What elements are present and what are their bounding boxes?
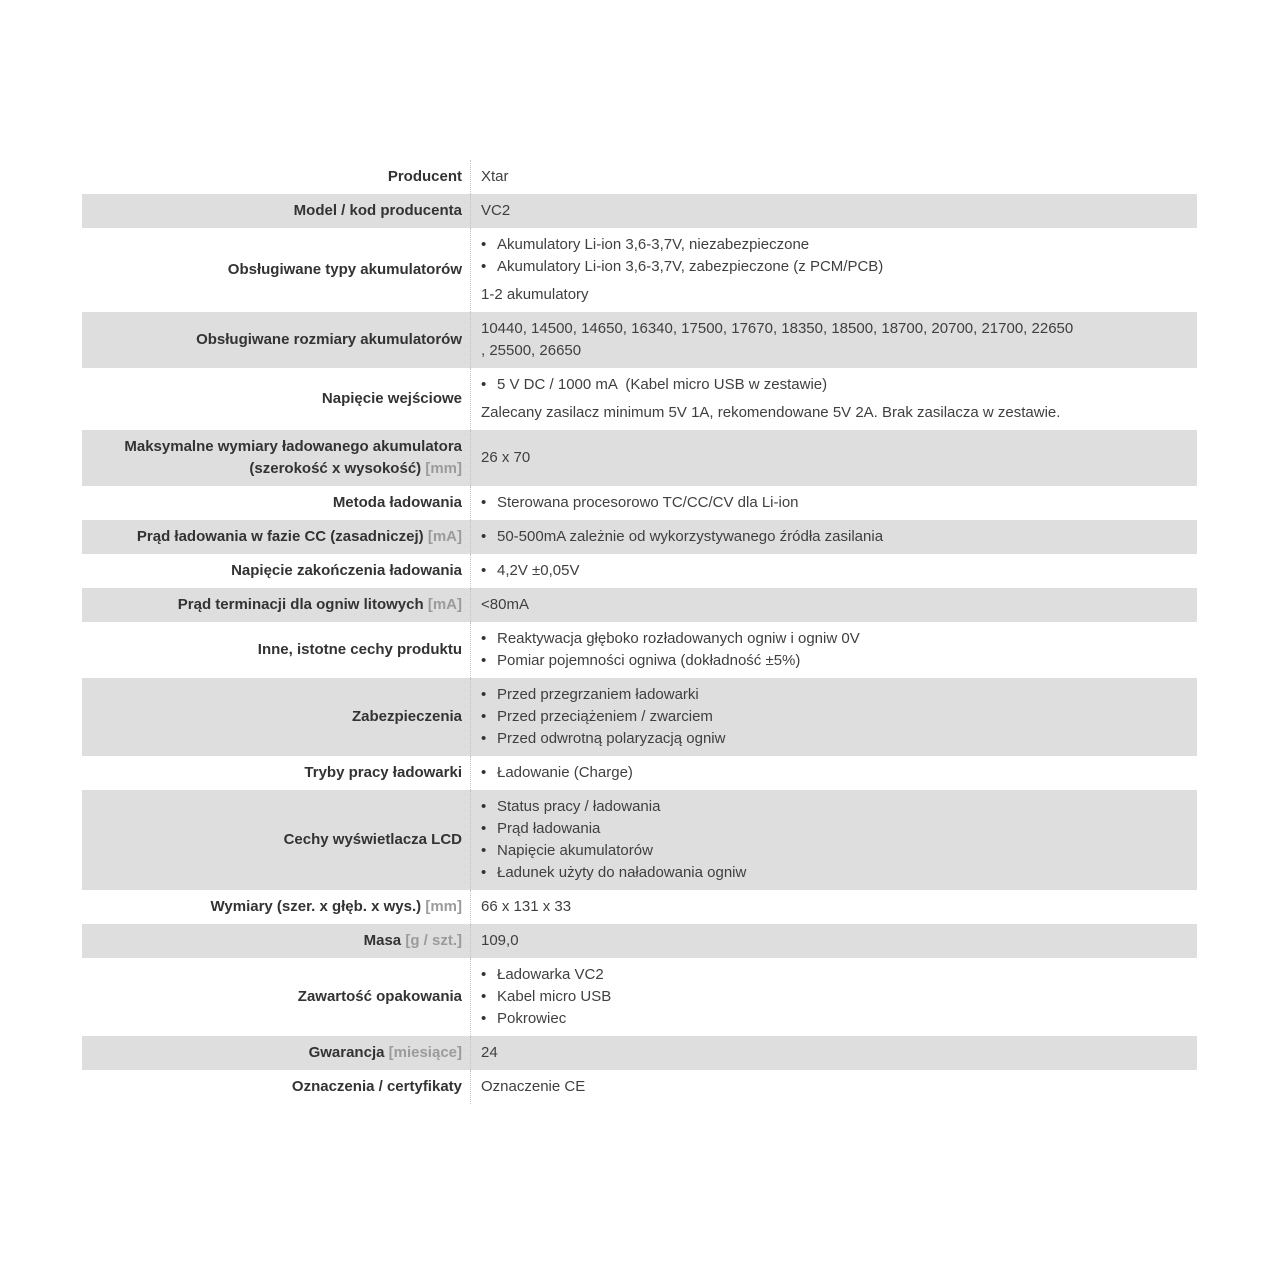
- value-bullet-item: [481, 762, 1187, 784]
- row-label: [82, 890, 470, 924]
- value-bullet-item: [481, 706, 1187, 728]
- row-label-line: [82, 896, 462, 918]
- row-label: [82, 430, 470, 486]
- value-text-line: [481, 284, 1187, 306]
- label-text: Model / kod producenta: [293, 202, 462, 219]
- value-bullet-item: [481, 818, 1187, 840]
- spec-row-napiecie-zakonczenia-ladowania: [82, 554, 1197, 588]
- value-text: Akumulatory Li-ion 3,6-3,7V, niezabezpieczone: [497, 236, 810, 253]
- value-text: Napięcie akumulatorów: [497, 842, 653, 859]
- spec-row-cechy-wyswietlacza-lcd: [82, 790, 1197, 890]
- row-label: [82, 756, 470, 790]
- row-label: [82, 160, 470, 194]
- row-value: [470, 924, 1197, 958]
- value-text: Oznaczenie CE: [481, 1078, 586, 1095]
- value-text: 24: [481, 1044, 498, 1061]
- value-text: Pokrowiec: [497, 1010, 567, 1027]
- row-label-line: [82, 829, 462, 851]
- row-label: [82, 312, 470, 368]
- row-value: [470, 1036, 1197, 1070]
- label-text: Metoda ładowania: [332, 494, 462, 511]
- spec-row-prad-ladowania-w-fazie-cc: [82, 520, 1197, 554]
- bullet-icon: •: [481, 988, 487, 1005]
- value-text: 109,0: [481, 932, 519, 949]
- spec-row-metoda-ladowania: [82, 486, 1197, 520]
- row-label: [82, 368, 470, 430]
- value-bullet-item: [481, 964, 1187, 986]
- value-bullet-item: [481, 526, 1187, 548]
- value-bullet-item: [481, 560, 1187, 582]
- row-label: [82, 1036, 470, 1070]
- row-label-line: [82, 436, 462, 458]
- bullet-icon: •: [481, 820, 487, 837]
- value-text: , 25500, 26650: [481, 342, 582, 359]
- row-label-line: [82, 1042, 462, 1064]
- value-text-line: [481, 318, 1187, 340]
- row-value: [470, 520, 1197, 554]
- value-bullet-item: [481, 256, 1187, 278]
- row-label-line: [82, 526, 462, 548]
- value-text: Prąd ładowania: [497, 820, 601, 837]
- bullet-icon: •: [481, 1010, 487, 1027]
- value-text: 4,2V ±0,05V: [497, 562, 580, 579]
- bullet-icon: •: [481, 494, 487, 511]
- spec-row-maksymalne-wymiary-ladowanego-akumulatora: [82, 430, 1197, 486]
- value-text: Xtar: [481, 168, 509, 185]
- value-text: 1-2 akumulatory: [481, 286, 589, 303]
- value-bullet-item: [481, 986, 1187, 1008]
- label-unit-text: [mA]: [427, 596, 462, 613]
- row-label-line: [82, 329, 462, 351]
- value-text: Przed przeciążeniem / zwarciem: [497, 708, 713, 725]
- row-value: [470, 678, 1197, 756]
- row-label-line: [82, 200, 462, 222]
- row-value: [470, 622, 1197, 678]
- label-text: Tryby pracy ładowarki: [304, 764, 462, 781]
- value-text: 10440, 14500, 14650, 16340, 17500, 17670, 18350, 18500, 18700, 20700, 21700, 22650: [481, 320, 1074, 337]
- value-text: Pomiar pojemności ogniwa (dokładność ±5%): [497, 652, 801, 669]
- spec-row-model-kod-producenta: [82, 194, 1197, 228]
- row-label: [82, 194, 470, 228]
- row-value: [470, 228, 1197, 312]
- value-text: 5 V DC / 1000 mA (Kabel micro USB w zestawie): [497, 376, 828, 393]
- bullet-icon: •: [481, 376, 487, 393]
- row-label-line: [82, 458, 462, 480]
- value-text: Status pracy / ładowania: [497, 798, 661, 815]
- row-label-line: [82, 492, 462, 514]
- spec-row-gwarancja: [82, 1036, 1197, 1070]
- row-label-line: [82, 986, 462, 1008]
- value-text: Sterowana procesorowo TC/CC/CV dla Li-ion: [497, 494, 799, 511]
- label-text: Oznaczenia / certyfikaty: [291, 1078, 462, 1095]
- value-text: 50-500mA zależnie od wykorzystywanego źródła zasilania: [497, 528, 884, 545]
- value-text: Kabel micro USB: [497, 988, 612, 1005]
- label-text: Obsługiwane typy akumulatorów: [227, 261, 462, 278]
- row-label-line: [82, 259, 462, 281]
- label-unit-text: [mm]: [425, 898, 462, 915]
- row-value: [470, 890, 1197, 924]
- value-text: Zalecany zasilacz minimum 5V 1A, rekomendowane 5V 2A. Brak zasilacza w zestawie.: [481, 404, 1061, 421]
- row-value: [470, 958, 1197, 1036]
- label-text: Gwarancja: [308, 1044, 389, 1061]
- value-text-line: [481, 447, 1187, 469]
- value-text: 26 x 70: [481, 449, 531, 466]
- label-unit-text: [g / szt.]: [405, 932, 462, 949]
- spec-row-oznaczenia-certyfikaty: [82, 1070, 1197, 1104]
- bullet-icon: •: [481, 236, 487, 253]
- value-text-line: [481, 930, 1187, 952]
- row-value: [470, 430, 1197, 486]
- row-value: [470, 756, 1197, 790]
- spec-row-obslugiwane-typy-akumulatorow: [82, 228, 1197, 312]
- label-text: Zabezpieczenia: [351, 708, 462, 725]
- value-bullet-item: [481, 650, 1187, 672]
- row-value: [470, 312, 1197, 368]
- bullet-icon: •: [481, 686, 487, 703]
- row-value: [470, 790, 1197, 890]
- row-label-line: [82, 639, 462, 661]
- spec-table: [82, 160, 1197, 1104]
- bullet-icon: •: [481, 730, 487, 747]
- row-label: [82, 554, 470, 588]
- value-bullet-item: [481, 492, 1187, 514]
- value-bullet-item: [481, 796, 1187, 818]
- spec-row-zabezpieczenia: [82, 678, 1197, 756]
- row-label-line: [82, 388, 462, 410]
- row-label-line: [82, 1076, 462, 1098]
- row-label: [82, 520, 470, 554]
- row-label: [82, 790, 470, 890]
- row-label: [82, 958, 470, 1036]
- value-text: Ładowanie (Charge): [497, 764, 633, 781]
- bullet-icon: •: [481, 652, 487, 669]
- row-label-line: [82, 594, 462, 616]
- bullet-icon: •: [481, 630, 487, 647]
- label-text: Maksymalne wymiary ładowanego akumulatora: [124, 438, 462, 455]
- value-bullet-item: [481, 862, 1187, 884]
- bullet-icon: •: [481, 764, 487, 781]
- value-text-line: [481, 200, 1187, 222]
- row-label: [82, 588, 470, 622]
- value-bullet-item: [481, 1008, 1187, 1030]
- value-text: 66 x 131 x 33: [481, 898, 572, 915]
- bullet-icon: •: [481, 562, 487, 579]
- label-text: Prąd terminacji dla ogniw litowych: [177, 596, 428, 613]
- label-text: Napięcie zakończenia ładowania: [231, 562, 462, 579]
- value-text-line: [481, 1042, 1187, 1064]
- label-text: Zawartość opakowania: [297, 988, 462, 1005]
- bullet-icon: •: [481, 798, 487, 815]
- value-text-line: [481, 402, 1187, 424]
- spec-row-obslugiwane-rozmiary-akumulatorow: [82, 312, 1197, 368]
- value-text: <80mA: [481, 596, 529, 613]
- bullet-icon: •: [481, 966, 487, 983]
- row-label: [82, 622, 470, 678]
- row-value: [470, 588, 1197, 622]
- value-text: Akumulatory Li-ion 3,6-3,7V, zabezpieczone (z PCM/PCB): [497, 258, 884, 275]
- spec-row-napiecie-wejsciowe: [82, 368, 1197, 430]
- row-value: [470, 486, 1197, 520]
- row-label: [82, 678, 470, 756]
- row-label-line: [82, 930, 462, 952]
- row-value: [470, 160, 1197, 194]
- label-text: Producent: [387, 168, 462, 185]
- row-value: [470, 194, 1197, 228]
- value-bullet-item: [481, 840, 1187, 862]
- value-text: Ładowarka VC2: [497, 966, 604, 983]
- label-unit-text: [miesiące]: [388, 1044, 462, 1061]
- row-value: [470, 554, 1197, 588]
- label-text: Napięcie wejściowe: [321, 390, 462, 407]
- label-text: (szerokość x wysokość): [249, 460, 426, 477]
- value-bullet-item: [481, 374, 1187, 396]
- value-text-line: [481, 340, 1187, 362]
- bullet-icon: •: [481, 864, 487, 881]
- spec-row-zawartosc-opakowania: [82, 958, 1197, 1036]
- row-label: [82, 228, 470, 312]
- row-label-line: [82, 706, 462, 728]
- value-bullet-item: [481, 628, 1187, 650]
- value-bullet-item: [481, 728, 1187, 750]
- value-text: Przed odwrotną polaryzacją ogniw: [497, 730, 726, 747]
- spec-row-wymiary: [82, 890, 1197, 924]
- spec-row-producent: [82, 160, 1197, 194]
- label-text: Wymiary (szer. x głęb. x wys.): [210, 898, 426, 915]
- label-unit-text: [mA]: [427, 528, 462, 545]
- bullet-icon: •: [481, 708, 487, 725]
- row-label: [82, 486, 470, 520]
- row-label-line: [82, 166, 462, 188]
- value-text: Reaktywacja głęboko rozładowanych ogniw i ogniw 0V: [497, 630, 860, 647]
- row-label: [82, 1070, 470, 1104]
- bullet-icon: •: [481, 842, 487, 859]
- row-label: [82, 924, 470, 958]
- spec-row-masa: [82, 924, 1197, 958]
- bullet-icon: •: [481, 258, 487, 275]
- row-label-line: [82, 560, 462, 582]
- label-text: Obsługiwane rozmiary akumulatorów: [196, 331, 462, 348]
- row-value: [470, 368, 1197, 430]
- row-label-line: [82, 762, 462, 784]
- spec-row-inne-istotne-cechy-produktu: [82, 622, 1197, 678]
- value-text-line: [481, 594, 1187, 616]
- row-value: [470, 1070, 1197, 1104]
- bullet-icon: •: [481, 528, 487, 545]
- value-text: Ładunek użyty do naładowania ogniw: [497, 864, 747, 881]
- label-unit-text: [mm]: [425, 460, 462, 477]
- label-text: Inne, istotne cechy produktu: [257, 641, 462, 658]
- label-text: Cechy wyświetlacza LCD: [283, 831, 462, 848]
- spec-row-tryby-pracy-ladowarki: [82, 756, 1197, 790]
- value-text-line: [481, 1076, 1187, 1098]
- value-text-line: [481, 896, 1187, 918]
- value-text-line: [481, 166, 1187, 188]
- spec-row-prad-terminacji-dla-ogniw-litowych: [82, 588, 1197, 622]
- value-bullet-item: [481, 234, 1187, 256]
- value-text: Przed przegrzaniem ładowarki: [497, 686, 699, 703]
- value-bullet-item: [481, 684, 1187, 706]
- value-text: VC2: [481, 202, 511, 219]
- label-text: Prąd ładowania w fazie CC (zasadniczej): [136, 528, 428, 545]
- label-text: Masa: [363, 932, 406, 949]
